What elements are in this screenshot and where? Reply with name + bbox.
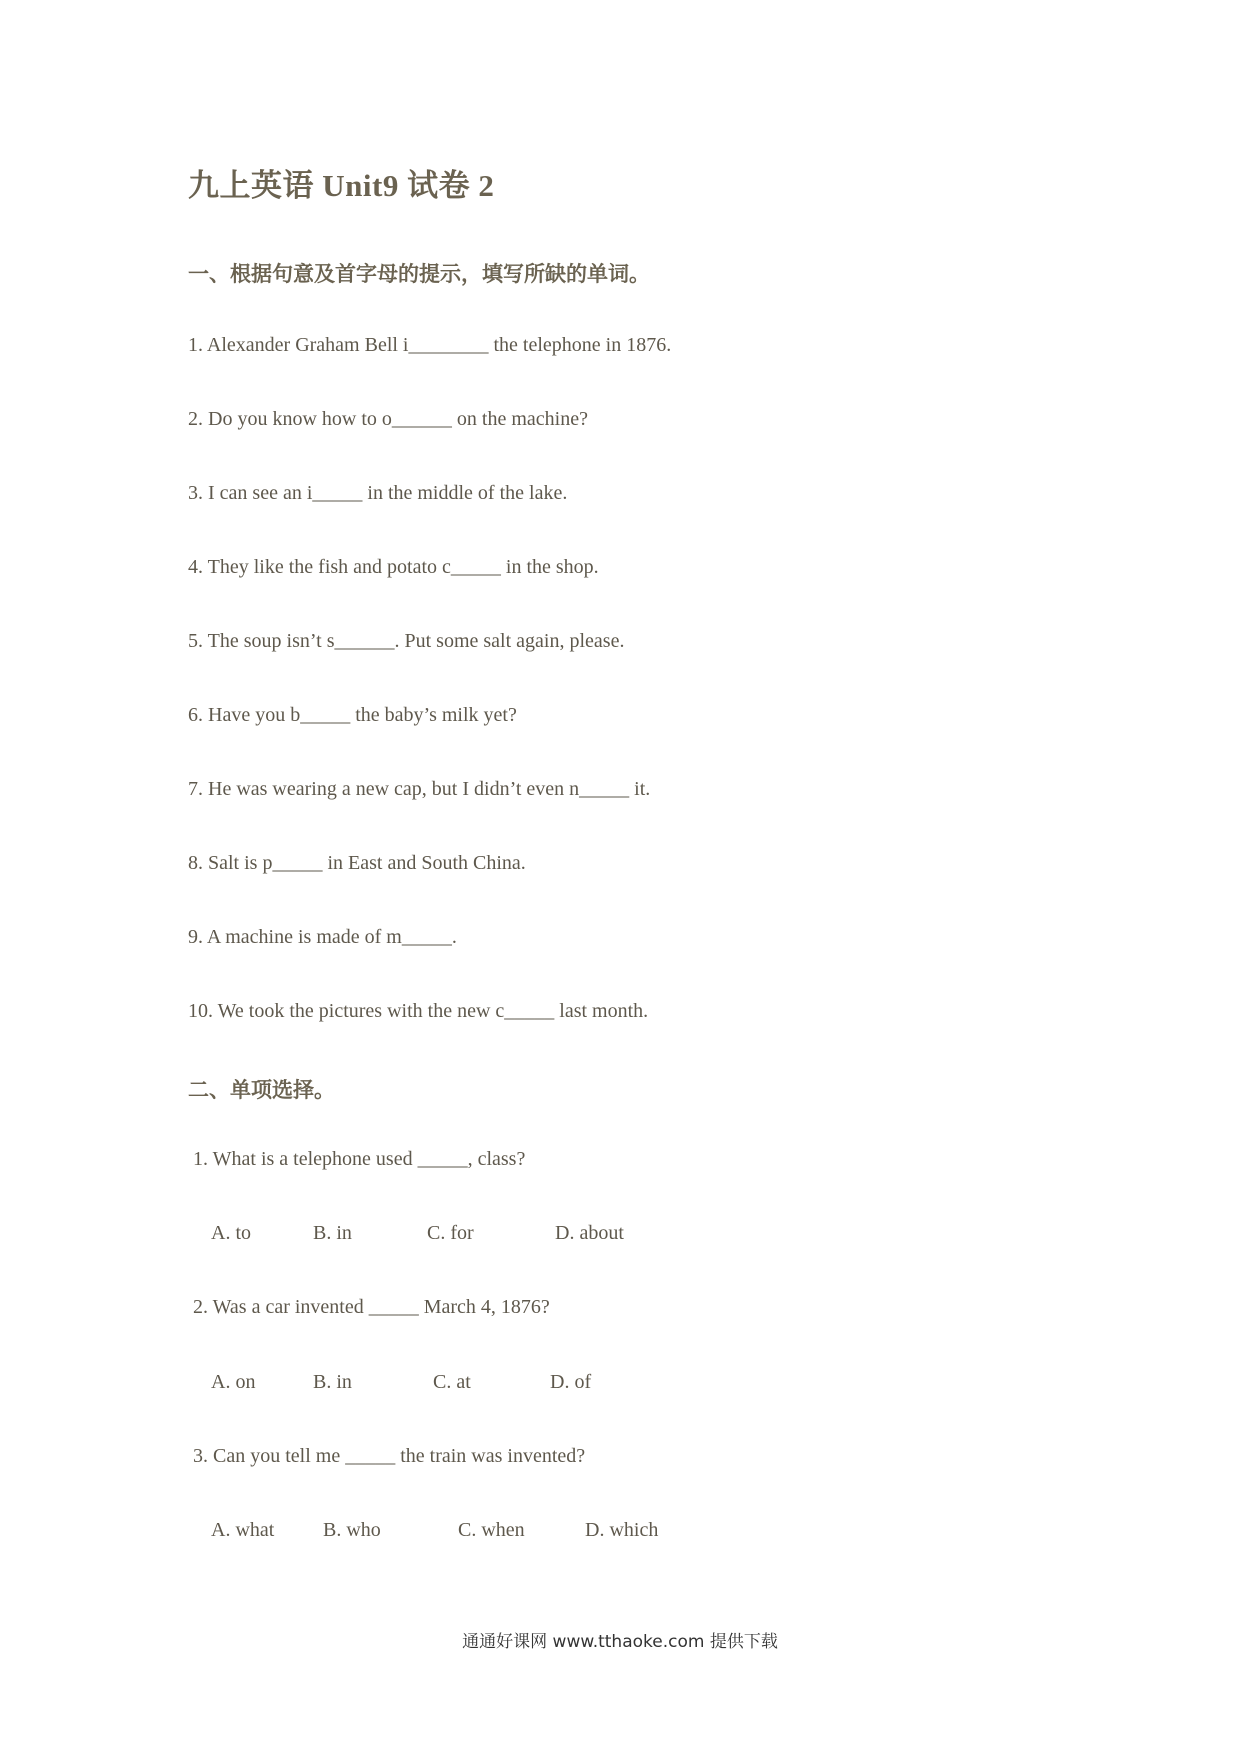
page-title: 九上英语 Unit9 试卷 2 — [188, 168, 495, 203]
choice-3-option-a: A. what — [211, 1519, 275, 1541]
fill-item-6: 6. Have you b_____ the baby’s milk yet? — [188, 704, 517, 726]
choice-2-option-d: D. of — [550, 1371, 592, 1393]
fill-item-9: 9. A machine is made of m_____. — [188, 926, 457, 948]
choice-2-option-b: B. in — [313, 1371, 352, 1393]
section1-heading: 一、根据句意及首字母的提示，填写所缺的单词。 — [188, 262, 650, 286]
fill-item-4: 4. They like the fish and potato c_____ in the shop. — [188, 556, 599, 578]
choice-question-3: 3. Can you tell me _____ the train was invented? — [193, 1445, 586, 1467]
choice-3-option-c: C. when — [458, 1519, 525, 1541]
choice-1-option-d: D. about — [555, 1222, 624, 1244]
fill-item-8: 8. Salt is p_____ in East and South China. — [188, 852, 526, 874]
choice-1-option-c: C. for — [427, 1222, 474, 1244]
fill-item-5: 5. The soup isn’t s______. Put some salt again, please. — [188, 630, 625, 652]
choice-question-1: 1. What is a telephone used _____, class? — [193, 1148, 526, 1170]
choice-2-option-a: A. on — [211, 1371, 256, 1393]
choice-question-2: 2. Was a car invented _____ March 4, 1876? — [193, 1296, 550, 1318]
fill-item-7: 7. He was wearing a new cap, but I didn’t even n_____ it. — [188, 778, 651, 800]
fill-item-2: 2. Do you know how to o______ on the machine? — [188, 408, 588, 430]
choice-2-option-c: C. at — [433, 1371, 471, 1393]
choice-3-option-b: B. who — [323, 1519, 381, 1541]
choice-1-option-a: A. to — [211, 1222, 251, 1244]
section2-heading: 二、单项选择。 — [188, 1078, 335, 1102]
fill-item-3: 3. I can see an i_____ in the middle of the lake. — [188, 482, 568, 504]
footer-credit: 通通好课网 www.tthaoke.com 提供下载 — [462, 1632, 778, 1652]
fill-item-1: 1. Alexander Graham Bell i________ the telephone in 1876. — [188, 334, 672, 356]
choice-3-option-d: D. which — [585, 1519, 659, 1541]
fill-item-10: 10. We took the pictures with the new c_____ last month. — [188, 1000, 649, 1022]
choice-1-option-b: B. in — [313, 1222, 352, 1244]
